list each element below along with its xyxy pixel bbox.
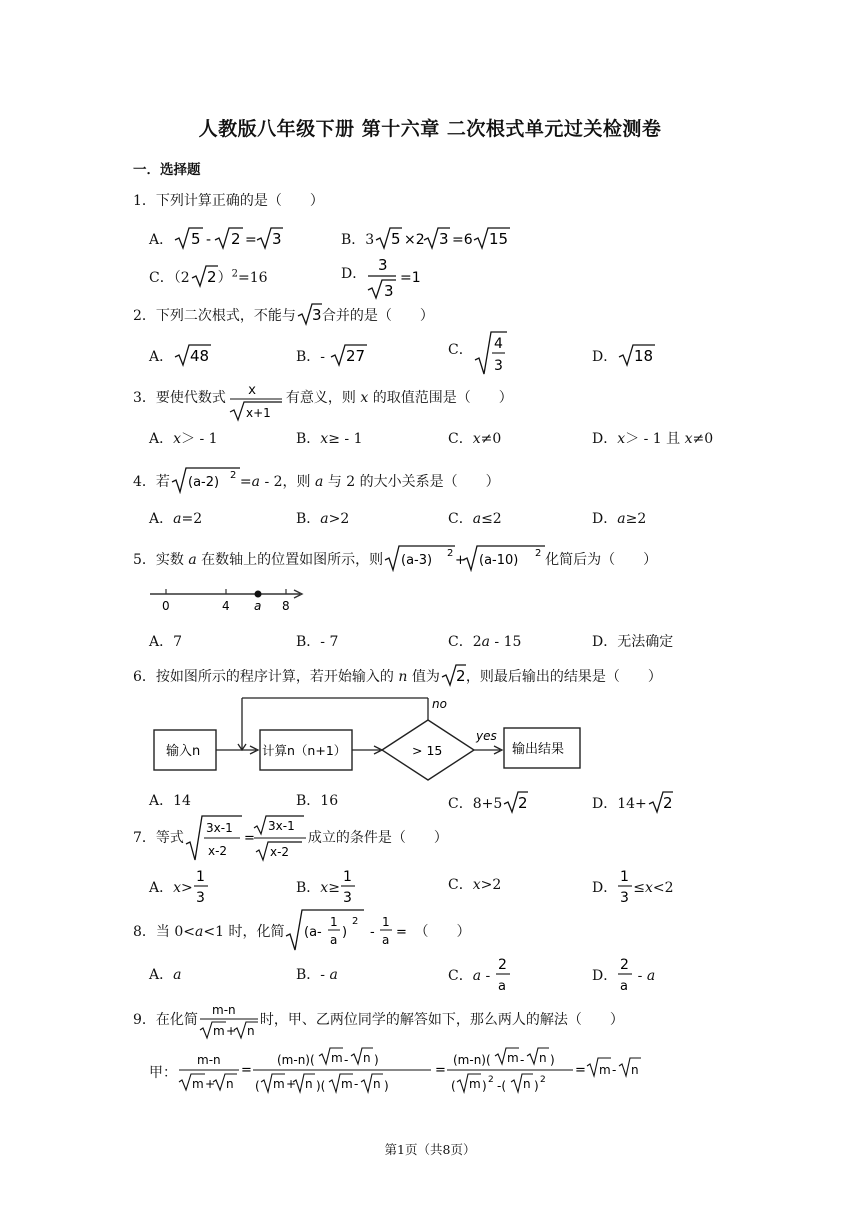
svg-text:18: 18	[634, 347, 654, 365]
page-footer: 第1页（共8页）	[384, 1142, 476, 1157]
svg-text:1: 1	[342, 869, 352, 885]
svg-text:3: 3	[272, 230, 282, 248]
svg-text:+: +	[455, 553, 467, 568]
sqrt-expression	[173, 226, 283, 250]
sqrt-expression	[647, 790, 673, 814]
question-4-stem: 4．若 (a-2) 2 =a - 2，则 a 与 2 的大小关系是（ ）	[133, 466, 500, 494]
question-8-option-a: A．a	[149, 967, 182, 983]
svg-text:(a-3): (a-3)	[401, 553, 433, 568]
question-4-option-b: B．a>2	[296, 511, 350, 527]
svg-text:27: 27	[346, 347, 366, 365]
svg-text:3: 3	[439, 230, 449, 248]
number-line-tick: 4	[222, 599, 230, 613]
fraction-expression	[495, 954, 511, 994]
svg-text:×2: ×2	[404, 232, 425, 248]
fraction-expression	[366, 254, 446, 300]
question-6-option-b: B．16	[296, 793, 339, 809]
svg-text:): )	[482, 1079, 487, 1093]
svg-text:=: =	[575, 1063, 586, 1078]
sqrt-expression	[383, 544, 545, 572]
svg-text:)(: )(	[316, 1079, 326, 1093]
question-3-option-c: C．x≠0	[448, 431, 502, 447]
svg-text:+: +	[286, 1077, 297, 1091]
sqrt-expression	[374, 226, 524, 250]
question-5-stem: 5．实数 a 在数轴上的位置如图所示，则 (a-3) 2 + (a-10) 2 化简后为（ ）	[133, 544, 657, 572]
svg-text:2: 2	[229, 470, 237, 481]
sqrt-expression	[170, 466, 240, 494]
svg-text:): )	[374, 1053, 379, 1067]
sqrt-expression	[173, 343, 213, 367]
svg-text:+: +	[225, 1024, 236, 1038]
svg-text:3: 3	[311, 306, 322, 324]
fraction-expression	[617, 866, 633, 906]
svg-text:n: n	[523, 1077, 531, 1091]
section-heading: 一．选择题	[133, 162, 201, 178]
svg-text:a: a	[497, 979, 506, 994]
question-9-stem: 9．在化简 m-n m + n 时，甲、乙两位同学的解答如下，那么两人的解法（ ）	[133, 1000, 624, 1040]
question-3-stem: 3．要使代数式 x x+1 有意义，则 x 的取值范围是（ ）	[133, 382, 513, 420]
svg-text:m: m	[331, 1051, 343, 1065]
question-6-option-c: C．8+5 2	[448, 790, 528, 814]
question-2-stem: 2．下列二次根式，不能与 3 合并的是（ ）	[133, 302, 434, 326]
flowchart-yes-label: yes	[476, 729, 497, 743]
svg-text:n: n	[226, 1077, 234, 1091]
question-5-option-a: A．7	[149, 634, 183, 650]
fraction-expression	[617, 954, 633, 994]
question-1-option-b: B．3 5 ×2 3 =6 15	[341, 226, 524, 250]
question-2-option-c: C． 4 3	[448, 330, 507, 376]
flowchart-input-label: 输入n	[166, 744, 201, 759]
question-8-option-d: D． 2 a - a	[592, 954, 655, 994]
question-2-option-d: D． 18	[592, 343, 657, 367]
svg-text:3x-1: 3x-1	[267, 819, 295, 833]
svg-text:2: 2	[231, 230, 241, 248]
svg-text:(a-: (a-	[304, 925, 323, 940]
svg-text:n: n	[373, 1077, 381, 1091]
svg-text:=: =	[245, 232, 257, 248]
svg-text:-: -	[344, 1053, 349, 1067]
svg-text:m: m	[212, 1024, 225, 1038]
question-5-option-b: B．- 7	[296, 634, 339, 650]
svg-text:a: a	[620, 979, 629, 994]
svg-text:x: x	[247, 382, 257, 398]
question-6-option-a: A．14	[149, 793, 191, 809]
sqrt-expression	[329, 343, 369, 367]
svg-text:3: 3	[378, 256, 388, 274]
svg-text:2: 2	[352, 916, 359, 927]
solution-jia-prefix: 甲：	[149, 1065, 177, 1081]
number-line-point-label: a	[254, 599, 262, 613]
svg-text:2: 2	[206, 268, 217, 286]
svg-text:x+1: x+1	[245, 406, 271, 420]
flowchart-output-label: 输出结果	[512, 742, 565, 757]
question-2-option-a: A． 48	[149, 343, 213, 367]
svg-text:): )	[342, 925, 348, 940]
svg-text:-: -	[370, 925, 376, 940]
svg-text:2: 2	[535, 548, 542, 559]
sqrt-expression	[296, 302, 322, 326]
svg-text:=: =	[241, 1063, 252, 1078]
question-5-option-c: C．2a - 15	[448, 634, 522, 650]
svg-text:1: 1	[382, 915, 391, 929]
flowchart-no-label: no	[432, 697, 447, 711]
svg-text:-: -	[520, 1053, 525, 1067]
svg-text:(a-2): (a-2)	[187, 475, 219, 490]
fraction-expression	[198, 1000, 260, 1040]
svg-text:2: 2	[497, 957, 507, 973]
question-8-option-b: B．- a	[296, 967, 338, 983]
svg-text:-(: -(	[497, 1079, 507, 1093]
sqrt-fraction-expression	[284, 908, 414, 952]
svg-text:3: 3	[384, 282, 394, 300]
svg-text:1: 1	[330, 915, 339, 929]
svg-text:): )	[384, 1079, 389, 1093]
fraction-expression	[193, 866, 209, 906]
question-7-stem: 7．等式 3x-1 x-2 = 3x-1 x-2 成立的条件是（ ）	[133, 814, 448, 862]
svg-text:2: 2	[455, 667, 466, 685]
svg-text:): )	[550, 1053, 555, 1067]
svg-text:a: a	[330, 933, 338, 947]
question-6-stem: 6．按如图所示的程序计算，若开始输入的 n 值为 2 ，则最后输出的结果是（ ）	[133, 663, 662, 687]
svg-text:=: =	[243, 831, 255, 846]
svg-text:3: 3	[493, 358, 503, 374]
question-6-option-d: D．14+ 2	[592, 790, 673, 814]
sqrt-expression	[440, 663, 466, 687]
question-7-option-b: B．x≥ 1 3	[296, 866, 356, 906]
flowchart-compute-label: 计算n（n+1）	[262, 743, 347, 758]
question-8-stem: 8．当 0<a<1 时，化简 (a- 1 a ) 2 - 1 a = （ ）	[133, 908, 470, 952]
svg-text:=1: =1	[400, 270, 421, 286]
question-3-option-a: A．x＞ - 1	[149, 431, 218, 447]
svg-text:2: 2	[447, 548, 454, 559]
sqrt-expression	[190, 264, 218, 288]
svg-text:1: 1	[195, 869, 205, 885]
svg-text:48: 48	[190, 347, 210, 365]
svg-text:(m-n)(: (m-n)(	[453, 1053, 491, 1067]
question-1-stem: 1．下列计算正确的是（ ）	[133, 193, 324, 209]
question-4-option-d: D．a≥2	[592, 511, 647, 527]
svg-text:-: -	[206, 232, 212, 248]
svg-text:=: =	[435, 1063, 446, 1078]
sqrt-expression	[502, 790, 528, 814]
svg-text:m: m	[273, 1077, 285, 1091]
svg-text:a: a	[382, 933, 390, 947]
svg-text:m: m	[192, 1077, 204, 1091]
svg-text:n: n	[305, 1077, 313, 1091]
sqrt-fraction-equation	[184, 814, 308, 862]
svg-text:2: 2	[518, 794, 528, 812]
svg-text:1: 1	[620, 869, 630, 885]
question-5-option-d: D．无法确定	[592, 634, 674, 650]
svg-text:(: (	[255, 1079, 260, 1093]
question-8-option-c: C．a - 2 a	[448, 954, 511, 994]
sqrt-expression	[617, 343, 657, 367]
svg-text:-: -	[354, 1077, 359, 1091]
question-4-option-c: C．a≤2	[448, 511, 502, 527]
svg-text:): )	[534, 1079, 539, 1093]
svg-text:2: 2	[662, 794, 673, 812]
svg-text:(a-10): (a-10)	[479, 553, 519, 568]
svg-text:3: 3	[195, 890, 205, 906]
question-1-option-a: A． 5 - 2 = 3	[149, 226, 283, 250]
svg-text:x-2: x-2	[207, 844, 227, 858]
svg-text:m: m	[599, 1063, 611, 1077]
svg-text:-: -	[612, 1063, 617, 1077]
svg-text:=: =	[396, 925, 408, 940]
svg-text:n: n	[631, 1063, 639, 1077]
svg-text:m: m	[341, 1077, 353, 1091]
svg-text:m-n: m-n	[211, 1003, 236, 1017]
question-3-option-b: B．x≥ - 1	[296, 431, 363, 447]
question-7-option-a: A．x> 1 3	[149, 866, 209, 906]
number-line-tick: 0	[162, 599, 170, 613]
svg-text:5: 5	[391, 230, 401, 248]
svg-text:m: m	[507, 1051, 519, 1065]
svg-text:(m-n)(: (m-n)(	[277, 1053, 315, 1067]
question-2-option-b: B．- 27	[296, 343, 369, 367]
svg-text:3: 3	[342, 890, 352, 906]
svg-text:+: +	[205, 1077, 216, 1091]
page-title: 人教版八年级下册 第十六章 二次根式单元过关检测卷	[198, 118, 662, 140]
question-4-option-a: A．a=2	[149, 511, 203, 527]
svg-text:15: 15	[489, 230, 509, 248]
question-1-option-d: D． 3 3 =1	[341, 254, 446, 300]
svg-text:m-n: m-n	[197, 1053, 221, 1067]
fraction-expression	[226, 380, 286, 422]
svg-text:n: n	[363, 1051, 371, 1065]
solution-jia-derivation	[177, 1044, 645, 1096]
fraction-expression	[340, 866, 356, 906]
svg-text:m: m	[469, 1077, 481, 1091]
svg-text:n: n	[246, 1024, 255, 1038]
flowchart-condition-label: > 15	[412, 743, 443, 758]
svg-text:3x-1: 3x-1	[205, 821, 233, 835]
question-7-option-d: D． 1 3 ≤x<2	[592, 866, 674, 906]
question-7-option-c: C．x>2	[448, 877, 502, 893]
svg-text:(: (	[451, 1079, 456, 1093]
svg-text:x-2: x-2	[269, 845, 289, 859]
number-line	[148, 584, 308, 614]
svg-text:=6: =6	[452, 232, 473, 248]
number-line-point	[255, 591, 262, 598]
svg-text:2: 2	[620, 957, 630, 973]
svg-text:3: 3	[620, 890, 630, 906]
solution-jia	[149, 1044, 645, 1096]
flowchart	[150, 692, 590, 782]
svg-text:n: n	[539, 1051, 547, 1065]
sqrt-fraction-expression	[473, 330, 507, 376]
svg-text:4: 4	[493, 336, 503, 352]
svg-text:2: 2	[488, 1075, 494, 1085]
svg-text:2: 2	[540, 1075, 546, 1085]
svg-text:5: 5	[191, 230, 201, 248]
number-line-tick: 8	[282, 599, 290, 613]
question-3-option-d: D．x＞ - 1 且 x≠0	[592, 431, 714, 447]
question-1-option-c: C．（2 2 ）$^2$=16	[149, 264, 268, 288]
